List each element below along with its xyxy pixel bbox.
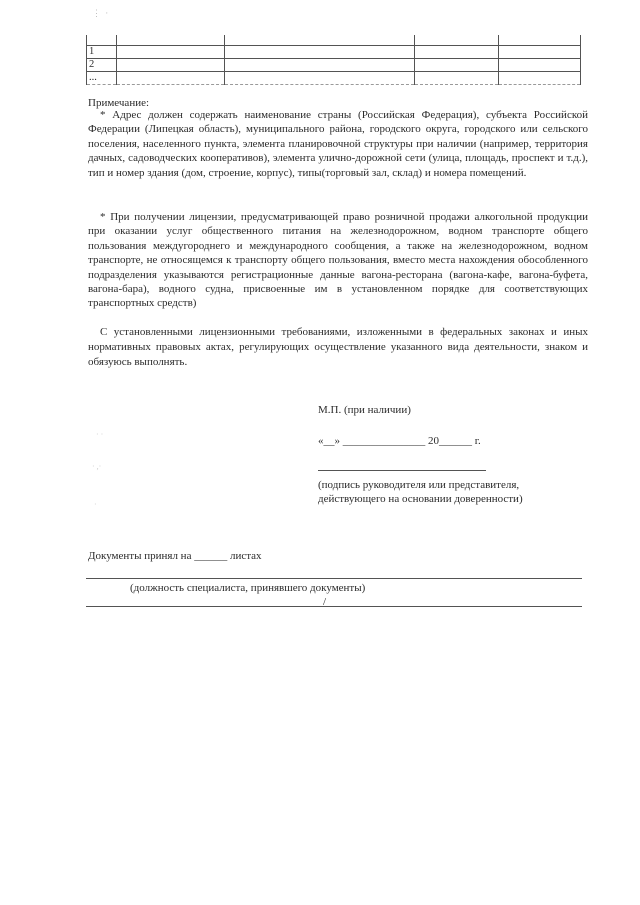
table-cell xyxy=(415,46,499,59)
table-cell xyxy=(499,35,581,46)
row-number-cell: ... xyxy=(87,72,117,85)
registration-table xyxy=(86,35,581,85)
acknowledgement-paragraph: С установленными лицензионными требованиями, изложенными в федеральных законах и иных нормативных правовых актах, регулирующих осуществление указанного вида деятельности, знаком и обязуюсь выполнять. xyxy=(88,326,588,368)
name-separator: / xyxy=(323,596,327,608)
table-cell xyxy=(225,35,415,46)
scan-artifact: ⋮ · xyxy=(92,8,110,18)
row-number-cell: 2 xyxy=(87,59,117,72)
signature-caption: (подпись руководителя или представителя, действующего на основании доверенности) xyxy=(318,479,523,505)
table-cell xyxy=(499,46,581,59)
table-cell xyxy=(117,72,225,85)
row-number-cell xyxy=(87,35,117,46)
table-cell xyxy=(499,72,581,85)
date-line: «__» _______________ 20______ г. xyxy=(318,435,481,447)
scan-artifact: · · xyxy=(96,430,104,439)
row-number-cell: 1 xyxy=(87,46,117,59)
table-row xyxy=(87,72,581,85)
table-row xyxy=(87,59,581,72)
table-cell xyxy=(225,59,415,72)
scan-artifact: · xyxy=(94,500,97,509)
note-title: Примечание: xyxy=(88,97,150,109)
position-rule xyxy=(86,578,582,579)
documents-accepted-line: Документы принял на ______ листах xyxy=(88,550,262,562)
table-cell xyxy=(499,59,581,72)
table-cell xyxy=(225,72,415,85)
table-cell xyxy=(415,59,499,72)
signature-rule xyxy=(86,606,582,607)
table-cell xyxy=(117,59,225,72)
note-item-transport: * При получении лицензии, предусматривающей право розничной продажи алкогольной продукции при оказании услуг общественного питания на железнодорожном, водном транспорте общего пользования междугороднего и международного сообщения, а также на железнодорожном, водном транспорте, не относящемся к транспорту общего пользования, вместо места нахождения обособленного подразделения указываются регистрационные данные вагона-ресторана (вагона-кафе, вагона-буфета, вагона-бара), водного судна, присвоенные им в установленном порядке для соответствующих транспортных средств) xyxy=(88,211,588,310)
table-cell xyxy=(415,35,499,46)
signature-line xyxy=(318,470,486,471)
stamp-label: М.П. (при наличии) xyxy=(318,404,411,416)
table-cell xyxy=(415,72,499,85)
note-item-address: * Адрес должен содержать наименование страны (Российская Федерация), субъекта Российской Федерации (Липецкая область), муниципального района, городского округа, городского или сельского поселения, населенного пункта, элемента планировочной структуры при наличии (например, территория дачных, садоводческих кооперативов), элемента улично-дорожной сети (улица, площадь, проспект и т.д.), тип и номер здания (дом, строение, корпус), типы(торговый зал, склад) и номера помещений. xyxy=(88,109,588,179)
table-row xyxy=(87,46,581,59)
scan-artifact: · ,· xyxy=(92,462,102,471)
table-cell xyxy=(117,35,225,46)
table-cell xyxy=(225,46,415,59)
table-row xyxy=(87,35,581,46)
position-caption: (должность специалиста, принявшего документы) xyxy=(130,582,366,594)
table-cell xyxy=(117,46,225,59)
